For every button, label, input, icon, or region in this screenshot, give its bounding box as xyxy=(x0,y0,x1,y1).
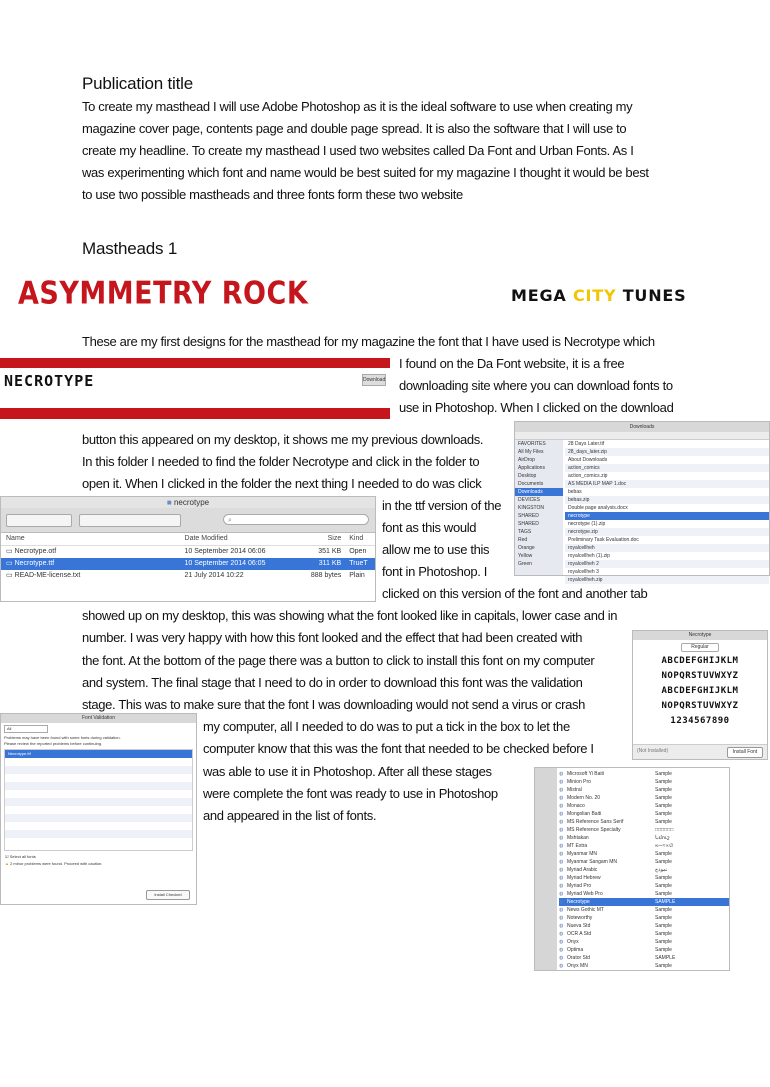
minor-problems xyxy=(1,860,196,867)
font-row[interactable] xyxy=(559,786,729,794)
select-all-label: Select all fonts xyxy=(9,854,36,859)
asymmetry-rock-logo xyxy=(18,276,308,312)
font-name: Orator Std xyxy=(567,955,591,961)
warning-icon: ▲ xyxy=(5,861,9,866)
file-icon: ▭ xyxy=(6,572,15,579)
downloads-screenshot xyxy=(514,421,770,583)
font-icon: ◍ xyxy=(559,923,564,929)
font-name: Myanmar MN xyxy=(567,851,598,857)
text-line: the font. At the bottom of the page there was a button to click to install this font on my computer xyxy=(82,653,595,668)
font-icon: ◍ xyxy=(559,851,564,857)
sidebar-item[interactable]: Orange xyxy=(518,545,535,551)
font-sample: Sample xyxy=(655,779,672,785)
font-row[interactable] xyxy=(559,866,729,874)
cell-kind: Open xyxy=(349,548,367,555)
file-icon: ▭ xyxy=(6,560,15,567)
font-sample: نموذج xyxy=(655,867,668,873)
file-row[interactable]: bebas xyxy=(568,489,582,495)
sidebar xyxy=(515,440,563,575)
empty-row xyxy=(5,790,192,798)
sidebar-item[interactable]: Applications xyxy=(518,465,545,471)
font-row[interactable] xyxy=(559,946,729,954)
font-sample: Sample xyxy=(655,947,672,953)
cell-date: 21 July 2014 10:22 xyxy=(184,572,244,579)
font-icon: ◍ xyxy=(559,891,564,897)
font-icon: ◍ xyxy=(559,819,564,825)
font-name: Mongolian Baiti xyxy=(567,811,602,817)
cell-kind: Plain xyxy=(349,572,365,579)
font-name: Nueva Std xyxy=(567,923,591,929)
font-icon: ◍ xyxy=(559,955,564,961)
sidebar-item[interactable]: Desktop xyxy=(518,473,537,479)
filter-select[interactable]: All xyxy=(4,725,48,733)
folder-icon: ■ xyxy=(166,498,172,507)
sidebar-item[interactable]: FAVORITES xyxy=(518,441,546,447)
font-icon: ◍ xyxy=(559,931,564,937)
file-row[interactable]: royalcellheh (1).zip xyxy=(568,553,610,559)
file-row[interactable]: royalcellheh.zip xyxy=(565,576,769,584)
mastheads-heading: Mastheads 1 xyxy=(82,239,178,258)
font-row[interactable] xyxy=(559,810,729,818)
font-icon: ◍ xyxy=(559,939,564,945)
file-list xyxy=(565,440,769,583)
file-row[interactable]: 28_days_later.zip xyxy=(565,448,769,456)
font-row[interactable] xyxy=(559,930,729,938)
cell-size: 351 KB xyxy=(318,548,342,555)
font-sample: Sample xyxy=(655,787,672,793)
font-name: MS Reference Specialty xyxy=(567,827,621,833)
font-row[interactable] xyxy=(559,826,729,834)
sidebar-item[interactable]: All My Files xyxy=(518,449,544,455)
preview-title: Necrotype xyxy=(633,631,767,640)
finder-title-text: necrotype xyxy=(173,498,210,507)
preview-footer xyxy=(633,744,767,759)
checkbox-icon[interactable]: ☑ xyxy=(5,854,9,859)
font-name: Onyx MN xyxy=(567,963,588,969)
font-row[interactable] xyxy=(559,850,729,858)
font-name: OCR A Std xyxy=(567,931,592,937)
font-row[interactable] xyxy=(559,954,729,962)
font-sample: Sample xyxy=(655,931,672,937)
file-row[interactable]: Preliminary Task Evaluation.doc xyxy=(568,537,639,543)
file-row[interactable]: 28 Days Later.tif xyxy=(568,441,605,447)
cell-size: 888 bytes xyxy=(310,572,342,579)
sidebar-item[interactable]: DEVICES xyxy=(518,497,540,503)
sample-line: NOPQRSTUVWXYZ xyxy=(661,701,739,711)
sidebar-item[interactable]: Documents xyxy=(518,481,544,487)
file-row[interactable]: Double page analysis.docx xyxy=(568,505,628,511)
font-row[interactable] xyxy=(559,914,729,922)
footer-bar xyxy=(0,408,390,419)
font-sample: Sample xyxy=(655,819,672,825)
font-icon: ◍ xyxy=(559,859,564,865)
font-row[interactable] xyxy=(559,962,729,970)
font-icon: ◍ xyxy=(559,867,564,873)
text-line: stage. This was to make sure that the font I was downloading would not send a virus or crash xyxy=(82,697,586,712)
sidebar-item[interactable]: Downloads xyxy=(515,488,563,496)
finder-rows xyxy=(1,546,375,582)
publication-title: Publication title xyxy=(82,74,193,93)
empty-row xyxy=(5,822,192,830)
cell-name xyxy=(1,570,185,582)
empty-row xyxy=(5,798,192,806)
font-icon: ◍ xyxy=(559,883,564,889)
font-row[interactable] xyxy=(559,898,729,906)
font-name: Myriad Arabic xyxy=(567,867,598,873)
font-name: Myriad Hebrew xyxy=(567,875,601,881)
col-kind[interactable]: Kind xyxy=(349,535,364,542)
logo2-part1: MEGA xyxy=(511,286,573,305)
empty-rows xyxy=(5,758,192,846)
font-row[interactable] xyxy=(559,882,729,890)
file-name: READ-ME-license.txt xyxy=(14,572,81,579)
font-name: MT Extra xyxy=(567,843,588,849)
empty-row xyxy=(5,774,192,782)
font-sample: Sample xyxy=(655,907,672,913)
font-list-window xyxy=(534,767,730,971)
dafont-screenshot xyxy=(0,358,390,419)
font-sample: SAMPLE xyxy=(655,899,676,905)
file-row[interactable]: bebas.zip xyxy=(565,496,769,504)
font-row[interactable] xyxy=(559,770,729,778)
font-name: Mshtakan xyxy=(567,835,589,841)
font-row[interactable] xyxy=(559,818,729,826)
text-line: open it. When I clicked in the folder the next thing I needed to do was click xyxy=(82,476,482,491)
text-line: downloading site where you can download fonts to xyxy=(399,378,673,393)
sample-line: ABCDEFGHIJKLM xyxy=(661,686,739,696)
cell-date: 10 September 2014 06:05 xyxy=(184,560,266,567)
font-sample: Sample xyxy=(655,859,672,865)
font-sample: Նմուշ xyxy=(655,835,670,841)
font-row[interactable] xyxy=(559,922,729,930)
font-row[interactable] xyxy=(559,842,729,850)
font-name: Myriad Web Pro xyxy=(567,891,603,897)
install-checked-button[interactable]: Install Checked xyxy=(146,890,190,900)
file-row[interactable]: action_comics xyxy=(565,464,769,472)
sidebar-item[interactable]: Green xyxy=(518,561,532,567)
font-icon: ◍ xyxy=(559,907,564,913)
font-name: Onyx xyxy=(567,939,579,945)
empty-row xyxy=(5,766,192,774)
text-line: and system. The final stage that I need to do in order to download this font was the validation xyxy=(82,675,583,690)
font-icon: ◍ xyxy=(559,875,564,881)
validation-msg2: Please review the reported problems before continuing. xyxy=(4,741,103,746)
file-row[interactable]: royalcellheh 2 xyxy=(565,560,769,568)
necrotype-logo: NECROTYPE xyxy=(4,372,95,390)
font-icon: ◍ xyxy=(559,771,564,777)
font-name: Modern No. 20 xyxy=(567,795,601,801)
file-row[interactable]: action_comics.zip xyxy=(568,473,608,479)
font-icon: ◍ xyxy=(559,803,564,809)
font-sample: Sample xyxy=(655,883,672,889)
text-line: create my headline. To create my masthead I used two websites called Da Font and Urban Fonts. As I xyxy=(82,143,634,158)
text-line: In this folder I needed to find the folder Necrotype and click in the folder to xyxy=(82,454,480,469)
text-line: I found on the Da Font website, it is a free xyxy=(399,356,625,371)
empty-row xyxy=(5,838,192,846)
font-name: Optima xyxy=(567,947,584,953)
text-line: allow me to use this xyxy=(382,542,490,557)
font-icon: ◍ xyxy=(559,915,564,921)
sample-line: 1234567890 xyxy=(670,716,730,726)
font-rows xyxy=(559,770,729,970)
font-sample: Sample xyxy=(655,771,672,777)
validation-title: Font Validation xyxy=(1,714,196,723)
logo2-part3: TUNES xyxy=(616,286,687,305)
font-sample: Sample xyxy=(655,891,672,897)
text-line: to use two possible mastheads and three fonts form these two website xyxy=(82,187,463,202)
font-icon: ◍ xyxy=(559,811,564,817)
header-bar xyxy=(0,358,390,368)
font-icon: ◍ xyxy=(559,843,564,849)
search-input[interactable] xyxy=(223,514,369,525)
file-name: Necrotype.otf xyxy=(14,548,57,555)
font-name: Myanmar Sangam MN xyxy=(567,859,618,865)
font-row[interactable] xyxy=(559,778,729,786)
font-icon: ◍ xyxy=(559,963,564,969)
font-sample: □□□□□□ xyxy=(655,827,674,833)
col-date[interactable]: Date Modified xyxy=(184,535,228,542)
finder-toolbar xyxy=(1,508,375,533)
select-all-row[interactable] xyxy=(1,853,196,860)
text-line: was able to use it in Photoshop. After all these stages xyxy=(203,764,492,779)
font-sample: Sample xyxy=(655,923,672,929)
font-icon: ◍ xyxy=(559,827,564,833)
font-row[interactable] xyxy=(559,890,729,898)
finder-column-headers xyxy=(1,533,375,546)
file-row[interactable]: AS MEDIA ILP MAP 1.doc xyxy=(565,480,769,488)
file-row[interactable]: necrotype xyxy=(565,512,769,520)
mega-city-tunes-logo xyxy=(511,286,686,305)
font-sample: Sample xyxy=(655,795,672,801)
sample-line: ABCDEFGHIJKLM xyxy=(661,656,739,666)
font-sample: Sample xyxy=(655,939,672,945)
validation-msg1: Problems may have been found with some fonts during validation. xyxy=(4,735,121,740)
font-row[interactable] xyxy=(559,906,729,914)
cell-kind: TrueT xyxy=(349,560,368,567)
text-line: clicked on this version of the font and another tab xyxy=(382,586,648,601)
action-buttons[interactable] xyxy=(79,514,181,527)
text-line: These are my first designs for the masthead for my magazine the font that I have used is Necrotype which xyxy=(82,334,655,349)
cell-name xyxy=(1,546,185,558)
install-status: (Not Installed) xyxy=(637,748,669,754)
text-line: showed up on my desktop, this was showing what the font looked like in capitals, lower case and in xyxy=(82,608,618,623)
sidebar-item[interactable]: TAGS xyxy=(518,529,532,535)
text-line: button this appeared on my desktop, it shows me my previous downloads. xyxy=(82,432,484,447)
download-button[interactable]: Download xyxy=(362,374,386,386)
file-row[interactable]: About Downloads xyxy=(568,457,608,463)
view-buttons[interactable] xyxy=(6,514,72,527)
app-panel xyxy=(535,768,557,970)
font-name: Monaco xyxy=(567,803,585,809)
sidebar-item[interactable]: Red xyxy=(518,537,528,543)
empty-row xyxy=(5,782,192,790)
intro-paragraph xyxy=(82,96,649,206)
text-line: and appeared in the list of fonts. xyxy=(203,808,377,823)
file-row[interactable]: necrotype (1).zip xyxy=(568,521,606,527)
file-row[interactable]: royalcellheh 3 xyxy=(568,569,599,575)
font-name: Necrotype xyxy=(567,899,590,905)
file-icon: ▭ xyxy=(6,548,15,555)
font-preview-window xyxy=(632,630,768,760)
font-sample: Sample xyxy=(655,963,672,969)
text-line: computer know that this was the font that needed to be checked before I xyxy=(203,741,594,756)
text-line: my computer, all I needed to do was to put a tick in the box to let the xyxy=(203,719,570,734)
sidebar-item[interactable]: Yellow xyxy=(518,553,533,559)
finder-window xyxy=(0,496,376,602)
font-name: Myriad Pro xyxy=(567,883,592,889)
col-name[interactable]: Name xyxy=(6,535,25,542)
font-name: News Gothic MT xyxy=(567,907,604,913)
empty-row xyxy=(5,814,192,822)
downloads-titlebar: Downloads xyxy=(515,422,769,432)
empty-row xyxy=(5,830,192,838)
font-name: MS Reference Sans Serif xyxy=(567,819,624,825)
font-name: Microsoft Yi Baiti xyxy=(567,771,604,777)
font-validation-window xyxy=(0,713,197,905)
cell-date: 10 September 2014 06:06 xyxy=(184,548,266,555)
minor-text: 2 minor problems were found. Proceed with caution. xyxy=(10,861,103,866)
text-line: was experimenting which font and name would be best suited for my magazine I thought it would be best xyxy=(82,165,649,180)
install-font-button[interactable]: Install Font xyxy=(727,747,763,758)
font-row[interactable] xyxy=(559,802,729,810)
font-sample: Sample xyxy=(655,875,672,881)
finder-row[interactable] xyxy=(1,546,375,558)
font-name: Minion Pro xyxy=(567,779,591,785)
font-icon: ◍ xyxy=(559,779,564,785)
font-icon: ◍ xyxy=(559,899,564,905)
text-line: were complete the font was ready to use in Photoshop xyxy=(203,786,498,801)
validation-item[interactable]: Necrotype.ttf xyxy=(5,750,192,758)
sidebar-item[interactable]: SHARED xyxy=(518,513,539,519)
font-sample: SAMPLE xyxy=(655,955,676,961)
finder-title xyxy=(1,497,375,508)
font-name: Mistral xyxy=(567,787,582,793)
search-icon: ⌕ xyxy=(228,517,232,524)
font-icon: ◍ xyxy=(559,835,564,841)
font-sample: Sample xyxy=(655,811,672,817)
font-sample: ∞∼≈∝∅ xyxy=(655,843,674,849)
toolbar xyxy=(515,432,769,440)
finder-row[interactable] xyxy=(1,558,375,570)
file-name: Necrotype.ttf xyxy=(14,560,55,567)
empty-row xyxy=(5,758,192,766)
logo1-text: ASYMMETRY ROCK xyxy=(18,275,309,312)
file-row[interactable]: royalcellheh xyxy=(565,544,769,552)
font-sample: Sample xyxy=(655,803,672,809)
text-line: font in Photoshop. I xyxy=(382,564,488,579)
sidebar-item[interactable]: AirDrop xyxy=(518,457,535,463)
font-name: Noteworthy xyxy=(567,915,593,921)
col-size[interactable]: Size xyxy=(327,535,342,542)
sample-line: NOPQRSTUVWXYZ xyxy=(661,671,739,681)
font-icon: ◍ xyxy=(559,947,564,953)
cell-size: 311 KB xyxy=(318,560,342,567)
text-line: in the ttf version of the xyxy=(382,498,502,513)
font-sample: Sample xyxy=(655,915,672,921)
font-row[interactable] xyxy=(559,794,729,802)
font-row[interactable] xyxy=(559,938,729,946)
font-sample: Sample xyxy=(655,851,672,857)
font-icon: ◍ xyxy=(559,795,564,801)
sidebar-item[interactable]: SHARED xyxy=(518,521,539,527)
finder-row[interactable] xyxy=(1,570,375,582)
text-line: font as this would xyxy=(382,520,477,535)
sample-lines xyxy=(633,654,767,729)
file-row[interactable]: necrotype.zip xyxy=(565,528,769,536)
logo2-part2: CITY xyxy=(572,286,617,305)
text-line: To create my masthead I will use Adobe Photoshop as it is the ideal software to use when creating my xyxy=(82,99,633,114)
text-line: use in Photoshop. When I clicked on the download xyxy=(399,400,674,415)
sidebar-item[interactable]: KINGSTON xyxy=(518,505,545,511)
empty-row xyxy=(5,806,192,814)
font-row[interactable] xyxy=(559,874,729,882)
validation-message xyxy=(1,735,196,747)
cell-name xyxy=(1,558,185,570)
style-select[interactable]: Regular xyxy=(681,643,719,652)
text-line: number. I was very happy with how this font looked and the effect that had been created with xyxy=(82,630,583,645)
font-row[interactable] xyxy=(559,858,729,866)
validation-list xyxy=(4,749,193,851)
text-line: magazine cover page, contents page and double page spread. It is also the software that I will use to xyxy=(82,121,627,136)
font-row[interactable] xyxy=(559,834,729,842)
font-icon: ◍ xyxy=(559,787,564,793)
